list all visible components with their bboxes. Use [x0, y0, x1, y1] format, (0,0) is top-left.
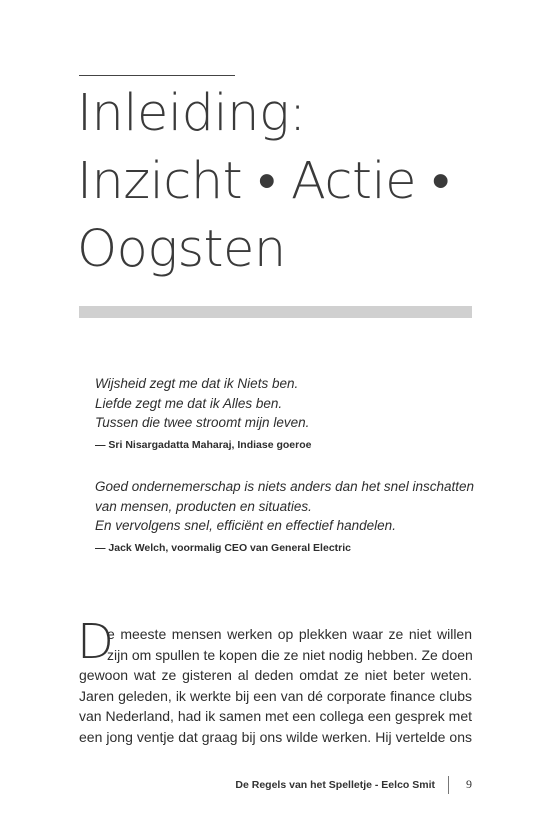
quote-line: En vervolgens snel, efficiënt en effectief handelen. [95, 518, 396, 533]
drop-cap: D [77, 614, 114, 670]
quote-line: Goed ondernemerschap is niets anders dan het snel inschatten [95, 479, 474, 494]
body-paragraph [79, 624, 472, 747]
title-divider-band [79, 306, 472, 318]
epigraph-quote [95, 477, 485, 555]
top-rule [79, 75, 235, 76]
page-number: 9 [466, 777, 472, 791]
epigraph-quote [95, 374, 485, 452]
quote-attribution: — Sri Nisargadatta Maharaj, Indiase goeroe [95, 438, 312, 451]
quote-line: van mensen, producten en situaties. [95, 498, 312, 514]
chapter-title-line: Oogsten [77, 220, 286, 279]
body-line: gewoon wat ze gisteren al deden omdat ze niet beter weten. [79, 667, 472, 683]
chapter-title-line: Inzicht • Actie • [77, 152, 450, 211]
chapter-title [77, 80, 517, 284]
body-line: Jaren geleden, ik werkte bij een van dé corporate finance clubs [79, 687, 472, 704]
page-footer [0, 776, 550, 796]
body-line: e meeste mensen werken op plekken waar ze niet willen [107, 626, 472, 642]
quote-line: Tussen die twee stroomt mijn leven. [95, 415, 310, 430]
body-line: van Nederland, had ik samen met een collega een gesprek met [79, 708, 473, 724]
body-line: zijn om spullen te kopen die ze niet nodig hebben. Ze doen [107, 646, 473, 663]
quote-line: Liefde zegt me dat ik Alles ben. [95, 395, 283, 411]
quote-line: Wijsheid zegt me dat ik Niets ben. [95, 376, 299, 391]
running-title: De Regels van het Spelletje - Eelco Smit [235, 779, 435, 791]
footer-divider [448, 776, 449, 794]
quote-attribution: — Jack Welch, voormalig CEO van General Electric [95, 541, 351, 554]
chapter-title-line: Inleiding: [77, 84, 306, 143]
body-line: een jong ventje dat graag bij ons wilde werken. Hij vertelde ons [79, 728, 472, 745]
